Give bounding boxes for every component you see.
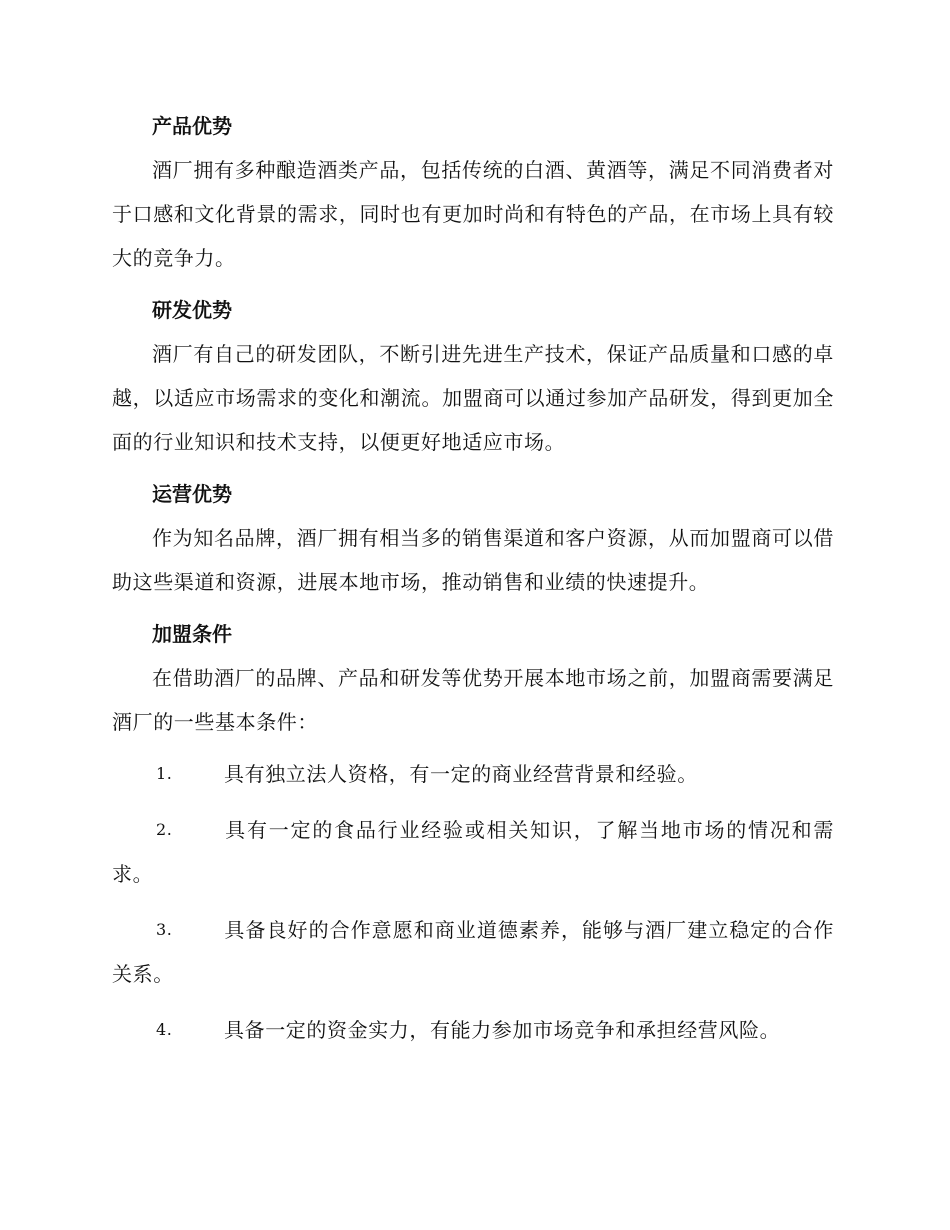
list-item <box>112 908 834 996</box>
list-item-number: 2. <box>156 820 173 839</box>
section-rd-advantage <box>112 288 834 464</box>
section-operation-advantage <box>112 472 834 604</box>
list-item-text: 具有独立法人资格，有一定的商业经营背景和经验。 <box>224 762 698 786</box>
document-page <box>112 104 834 1064</box>
section-heading: 加盟条件 <box>152 622 232 646</box>
list-item-number: 1. <box>156 764 173 783</box>
section-heading: 研发优势 <box>152 298 232 322</box>
list-item <box>112 752 834 796</box>
list-item-text: 具有一定的食品行业经验或相关知识，了解当地市场的情况和需求。 <box>112 818 834 886</box>
section-paragraph: 酒厂拥有多种酿造酒类产品，包括传统的白酒、黄酒等，满足不同消费者对于口感和文化背景的需求，同时也有更加时尚和有特色的产品，在市场上具有较大的竞争力。 <box>112 158 834 270</box>
list-item-text: 具备一定的资金实力，有能力参加市场竞争和承担经营风险。 <box>224 1018 781 1042</box>
section-heading: 运营优势 <box>152 482 232 506</box>
section-paragraph: 在借助酒厂的品牌、产品和研发等优势开展本地市场之前，加盟商需要满足酒厂的一些基本条件： <box>112 666 834 734</box>
section-paragraph: 酒厂有自己的研发团队，不断引进先进生产技术，保证产品质量和口感的卓越，以适应市场需求的变化和潮流。加盟商可以通过参加产品研发，得到更加全面的行业知识和技术支持，以便更好地适应市场。 <box>112 342 834 454</box>
conditions-list <box>112 752 834 1052</box>
section-product-advantage <box>112 104 834 280</box>
section-heading: 产品优势 <box>152 114 232 138</box>
section-paragraph: 作为知名品牌，酒厂拥有相当多的销售渠道和客户资源，从而加盟商可以借助这些渠道和资源，进展本地市场，推动销售和业绩的快速提升。 <box>112 526 834 594</box>
list-item <box>112 1008 834 1052</box>
list-item-number: 3. <box>156 920 173 939</box>
list-item-text: 具备良好的合作意愿和商业道德素养，能够与酒厂建立稳定的合作关系。 <box>112 918 834 986</box>
list-item-number: 4. <box>156 1020 173 1039</box>
list-item <box>112 808 834 896</box>
section-franchise-conditions <box>112 612 834 744</box>
